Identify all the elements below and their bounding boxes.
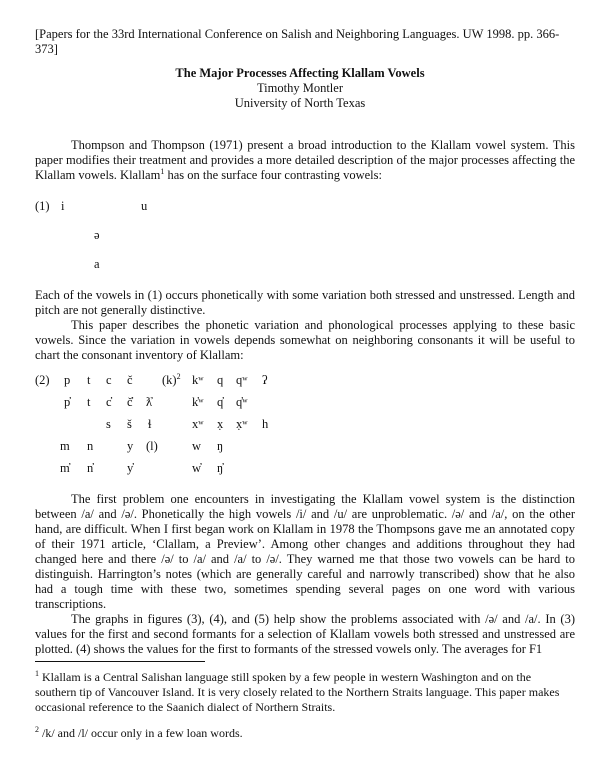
consonant-s: s — [106, 417, 111, 431]
footnote-2-text: /k/ and /l/ occur only in a few loan words. — [39, 726, 243, 740]
consonant-n: n — [87, 439, 94, 453]
consonant-y: y — [127, 439, 134, 453]
consonant-c-wedge-ejective: č̓ — [127, 395, 133, 409]
vowel-a: a — [94, 257, 100, 271]
paragraph-formant-graphs: The graphs in figures (3), (4), and (5) help show the problems associated with /ə/ and /a/. In (3) values for the first and second formants for a selection of Klallam vowels both stressed and unstressed are plotted. (4) shows the values for the first to formants of the stressed vowels only. The averages for F1 — [35, 612, 575, 656]
consonant-glottal-stop: ʔ — [262, 373, 268, 387]
footnote-divider — [35, 661, 205, 662]
consonant-k-loan — [162, 373, 181, 388]
consonant-t-ejective: t — [87, 395, 91, 409]
consonant-q: q — [217, 373, 224, 387]
consonant-m-glottalized: m̓ — [60, 461, 70, 475]
consonant-lambda-ejective: ƛ̓ — [146, 395, 153, 409]
consonant-eng-glottalized: ŋ̓ — [217, 461, 224, 475]
paragraph-vowel-variation: Each of the vowels in (1) occurs phonetically with some variation both stressed and unstressed. Length and pitch are not generally distinctive. — [35, 288, 575, 317]
consonant-c-wedge: č — [127, 373, 133, 387]
consonant-m: m — [60, 439, 70, 453]
author-name: Timothy Montler — [256, 81, 343, 95]
author-affiliation: University of North Texas — [234, 96, 366, 110]
intro-text-end: has on the surface four contrasting vowels: — [164, 168, 382, 182]
consonant-xw: xʷ — [192, 417, 204, 431]
consonant-qw: qʷ — [236, 373, 248, 387]
citation-header: [Papers for the 33rd International Conference on Salish and Neighboring Languages. UW 1998. pp. 366-373] — [35, 27, 560, 56]
vowel-u: u — [141, 199, 148, 213]
consonant-q-ejective: q̓ — [217, 395, 224, 409]
footnote-1-text: Klallam is a Central Salishan language still spoken by a few people in western Washington and on the southern tip of Vancouver Island. It is very closely related to the Northern Straits language. This paper makes occasional reference to the Saanich dialect of Northern Straits. — [35, 670, 560, 714]
footnote-1-number: 1 — [35, 669, 39, 678]
consonant-s-wedge: š — [127, 417, 132, 431]
consonant-xw-dot: x̣ʷ — [236, 417, 248, 431]
example-2-label: (2) — [35, 373, 50, 387]
consonant-c: c — [106, 373, 112, 387]
paragraph-a-schwa-problem: The first problem one encounters in investigating the Klallam vowel system is the distinction between /a/ and /ə/. Phonetically the high vowels /i/ and /u/ are unproblematic. /ə/ and /a/, on the other hand, are difficult. When I first began work on Klallam in 1978 the Thompsons gave me an annotated copy of their 1971 article, ‘Clallam, a Preview’. Among other changes and additions throughout they had changed here and there /ə/ to /a/ and /a/ to /ə/. They warned me that those two vowels can be hard to distinguish. Harrington’s notes (which are generally careful and narrowly transcribed) show that he also had a tough time with these two, sometimes spending several pages on one word with various transcriptions. — [35, 492, 575, 611]
consonant-p: p — [64, 373, 71, 387]
consonant-t: t — [87, 373, 91, 387]
footnote-2-number: 2 — [35, 725, 39, 734]
vowel-i: i — [61, 199, 65, 213]
paper-title: The Major Processes Affecting Klallam Vowels — [175, 66, 425, 80]
consonant-w-glottalized: w̓ — [192, 461, 202, 475]
intro-text: Thompson and Thompson (1971) present a broad introduction to the Klallam vowel system. This paper modifies their treatment and provides a more detailed description of the major processes affecting the Klallam vowels. Klallam — [35, 138, 575, 182]
example-1-label: (1) — [35, 199, 50, 213]
consonant-y-glottalized: y̓ — [127, 461, 134, 475]
consonant-k-loan-text: (k) — [162, 373, 177, 387]
consonant-lateral-fricative: ɬ — [148, 417, 152, 431]
consonant-kw-ejective: k̓ʷ — [192, 395, 204, 409]
vowel-schwa: ə — [94, 228, 100, 242]
footnote-ref-1: 1 — [160, 166, 165, 176]
intro-paragraph — [35, 138, 575, 183]
consonant-n-glottalized: n̓ — [87, 461, 94, 475]
consonant-l-loan: (l) — [146, 439, 158, 453]
consonant-eng: ŋ — [217, 439, 224, 453]
consonant-kw: kʷ — [192, 373, 204, 387]
consonant-h: h — [262, 417, 269, 431]
consonant-w: w — [192, 439, 202, 453]
consonant-c-ejective: c̓ — [106, 395, 112, 409]
footnote-2 — [35, 726, 575, 741]
consonant-x-dot: x̣ — [217, 417, 224, 431]
footnote-ref-2: 2 — [176, 371, 181, 381]
consonant-qw-ejective: q̓ʷ — [236, 395, 248, 409]
footnote-1 — [35, 670, 575, 715]
consonant-p-ejective: p̓ — [64, 395, 71, 409]
paragraph-consonant-intro: This paper describes the phonetic variation and phonological processes applying to these basic vowels. Since the variation in vowels depends somewhat on neighboring consonants it will be useful to chart the consonant inventory of Klallam: — [35, 318, 575, 362]
